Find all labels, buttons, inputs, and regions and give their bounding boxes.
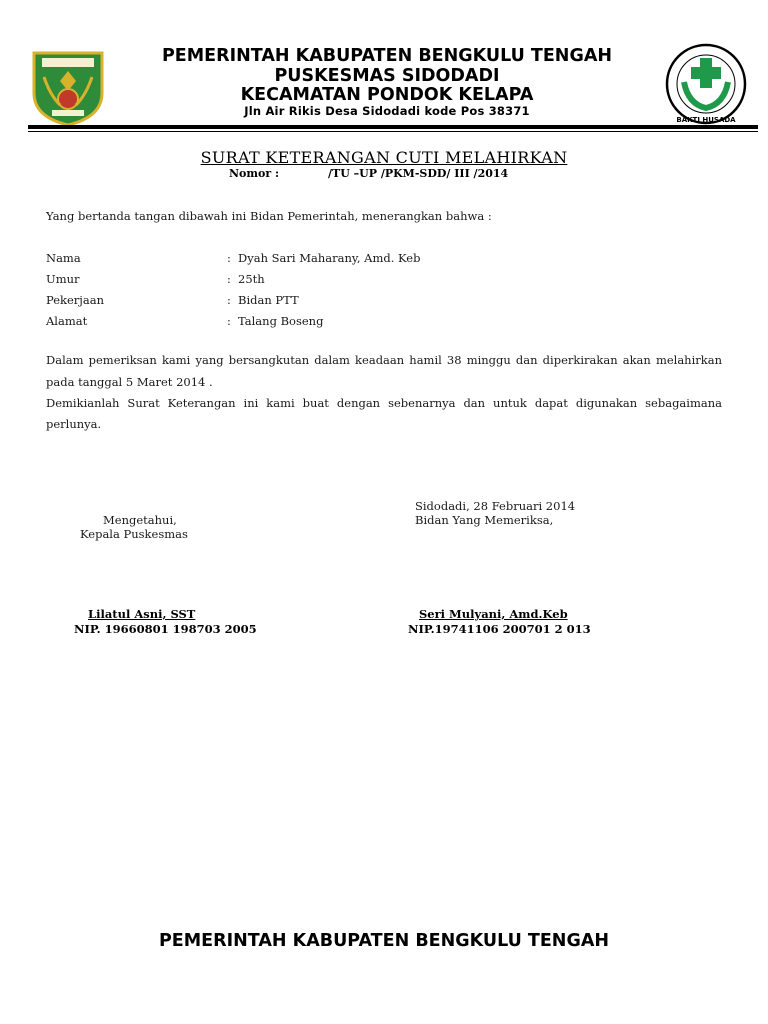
left-heading-mengetahui: Mengetahui, [103,513,177,527]
left-heading-kepala: Kepala Puskesmas [80,527,188,541]
field-colon: : [227,314,231,328]
paragraph-1-line-1: Dalam pemeriksan kami yang bersangkutan dalam keadaan hamil 38 minggu dan diperkirakan akan melahirkan [46,353,722,367]
paragraph-2-line-1: Demikianlah Surat Keterangan ini kami buat dengan sebenarnya dan untuk dapat digunakan sebagaimana [46,396,722,410]
letterhead-divider-thick [28,125,758,129]
right-signatory-name: Seri Mulyani, Amd.Keb [419,607,568,621]
field-colon: : [227,272,231,286]
left-signatory-name: Lilatul Asni, SST [88,607,196,621]
field-value-pekerjaan: Bidan PTT [238,293,299,307]
field-label-pekerjaan: Pekerjaan [46,293,104,307]
field-label-alamat: Alamat [46,314,88,328]
field-label-umur: Umur [46,272,80,286]
kabupaten-crest-logo [30,47,106,127]
letter-title: SURAT KETERANGAN CUTI MELAHIRKAN [200,148,568,167]
place-date: Sidodadi, 28 Februari 2014 [415,499,576,513]
letterhead-divider-thin [28,131,758,132]
field-colon: : [227,293,231,307]
letterhead-line-1: PEMERINTAH KABUPATEN BENGKULU TENGAH [161,46,613,66]
field-label-nama: Nama [46,251,81,265]
svg-text:BAKTI HUSADA: BAKTI HUSADA [676,116,736,124]
intro-text: Yang bertanda tangan dibawah ini Bidan Pemerintah, menerangkan bahwa : [46,209,492,223]
field-value-nama: Dyah Sari Maharany, Amd. Keb [238,251,421,265]
paragraph-2-line-2: perlunya. [46,417,102,431]
bakti-husada-logo [664,42,748,126]
nomor-value: /TU –UP /PKM-SDD/ III /2014 [328,167,509,180]
letterhead-line-2: PUSKESMAS SIDODADI [274,66,500,86]
nomor-label: Nomor : [229,167,280,180]
left-signatory-nip: NIP. 19660801 198703 2005 [74,622,257,636]
field-value-umur: 25th [238,272,265,286]
right-signatory-nip: NIP.19741106 200701 2 013 [408,622,591,636]
letterhead-line-3: KECAMATAN PONDOK KELAPA [240,85,534,105]
field-colon: : [227,251,231,265]
paragraph-1-line-2: pada tanggal 5 Maret 2014 . [46,375,213,389]
footer-text: PEMERINTAH KABUPATEN BENGKULU TENGAH [158,931,610,951]
letterhead-address: Jln Air Rikis Desa Sidodadi kode Pos 38371 [244,104,530,118]
field-value-alamat: Talang Boseng [238,314,324,328]
right-heading: Bidan Yang Memeriksa, [415,513,554,527]
